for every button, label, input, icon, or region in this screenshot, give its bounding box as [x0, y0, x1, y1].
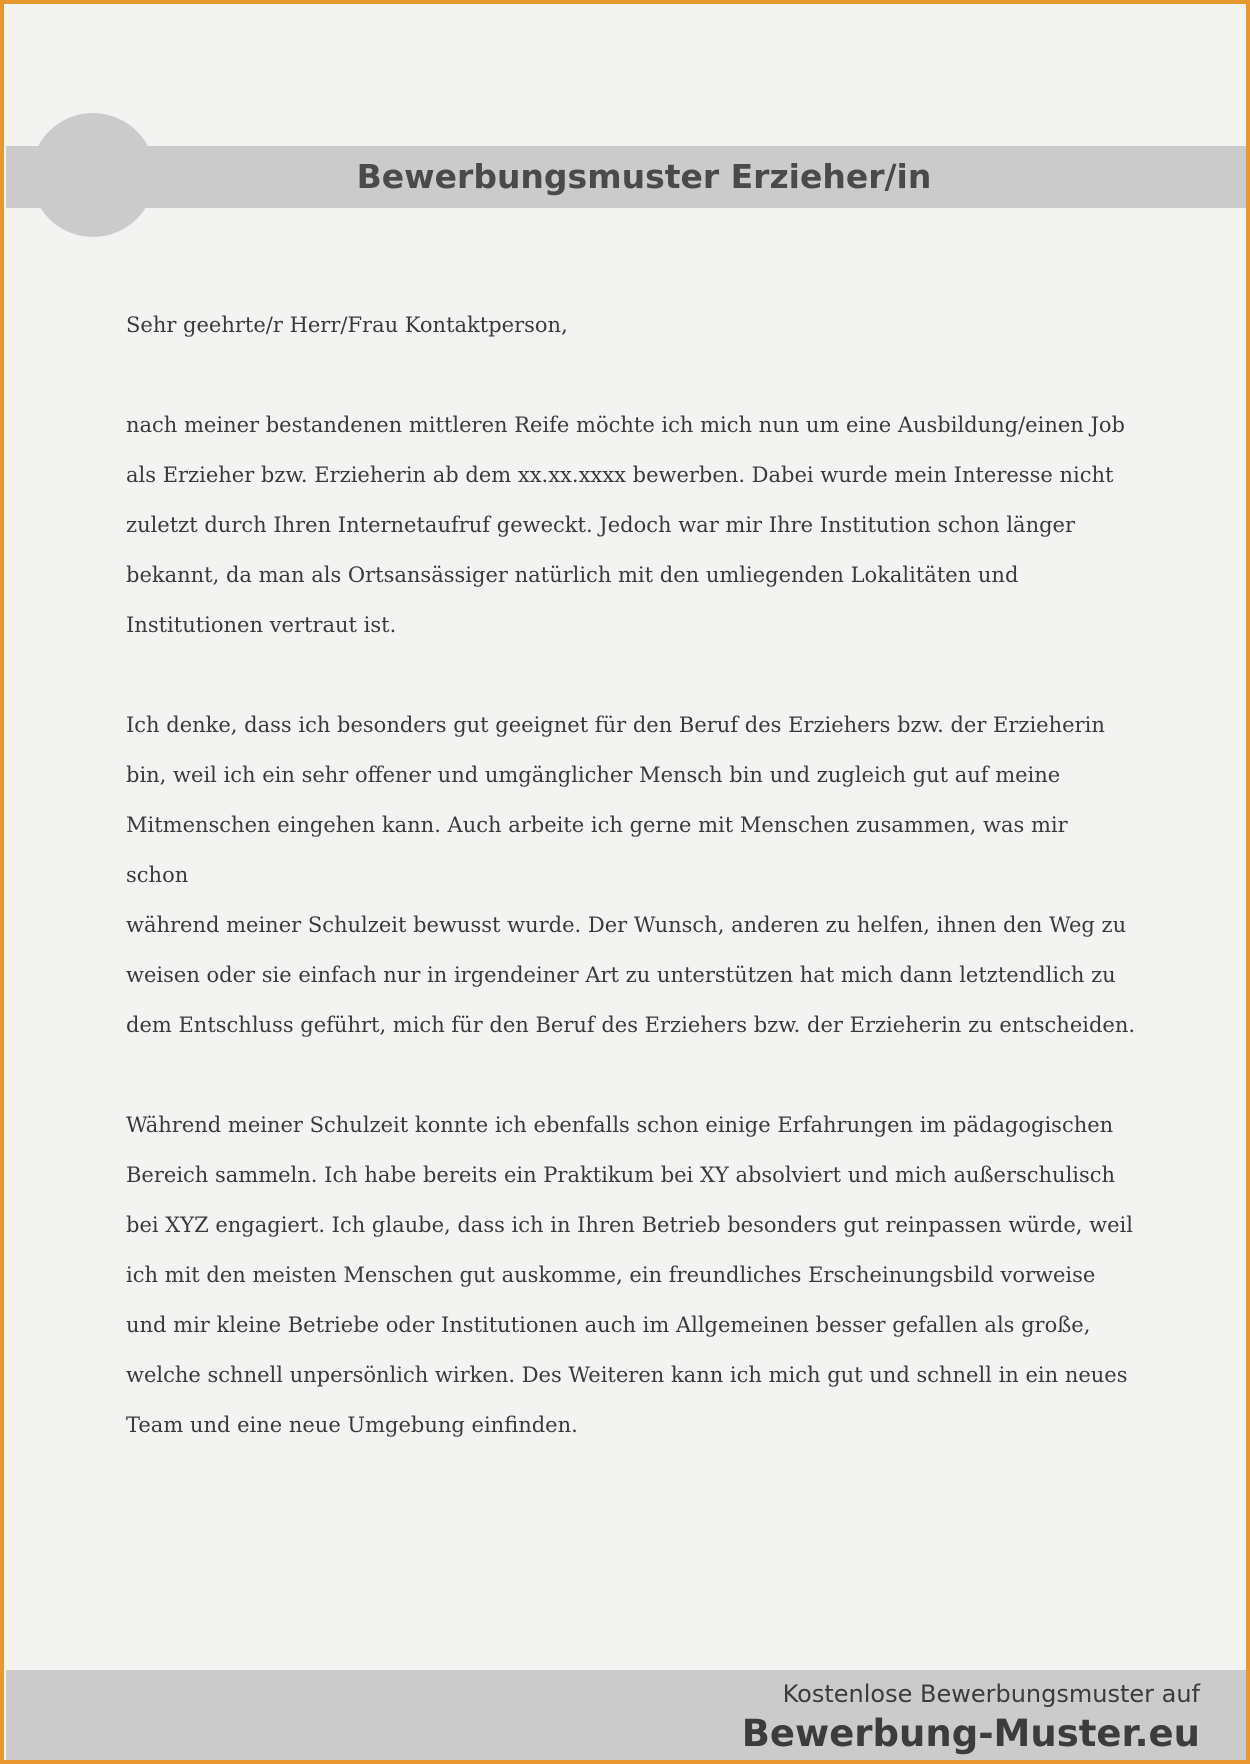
footer-website: Bewerbung-Muster.eu: [741, 1712, 1200, 1755]
letter-body: [126, 300, 1136, 1500]
footer-tagline: Kostenlose Bewerbungsmuster auf: [782, 1680, 1200, 1708]
paragraph-3: Während meiner Schulzeit konnte ich ebenfalls schon einige Erfahrungen im pädagogischen Bereich sammeln. Ich habe bereits ein Praktikum bei XY absolviert und mich außerschulisch bei XYZ engagiert. Ich glaube, dass ich in Ihren Betrieb besonders gut reinpassen würde, weil ich mit den meisten Menschen gut auskomme, ein freundliches Erscheinungsbild vorweise und mir kleine Betriebe oder Institutionen auch im Allgemeinen besser gefallen als große, welche schnell unpersönlich wirken. Des Weiteren kann ich mich gut und schnell in ein neues Team und eine neue Umgebung einfinden.: [126, 1113, 1133, 1437]
salutation: Sehr geehrte/r Herr/Frau Kontaktperson,: [126, 313, 568, 337]
document-title: Bewerbungsmuster Erzieher/in: [356, 157, 932, 196]
paragraph-1: nach meiner bestandenen mittleren Reife möchte ich mich nun um eine Ausbildung/einen Job als Erzieher bzw. Erzieherin ab dem xx.xx.xxxx bewerben. Dabei wurde mein Interesse nicht zuletzt durch Ihren Internetaufruf geweckt. Jedoch war mir Ihre Institution schon länger bekannt, da man als Ortsansässiger natürlich mit den umliegenden Lokalitäten und Institutionen vertraut ist.: [126, 413, 1125, 637]
title-circle-decoration: [31, 113, 155, 237]
paragraph-2: Ich denke, dass ich besonders gut geeignet für den Beruf des Erziehers bzw. der Erzieherin bin, weil ich ein sehr offener und umgänglicher Mensch bin und zugleich gut auf meine Mitmenschen eingehen kann. Auch arbeite ich gerne mit Menschen zusammen, was mir schon während meiner Schulzeit bewusst wurde. Der Wunsch, anderen zu helfen, ihnen den Weg zu weisen oder sie einfach nur in irgendeiner Art zu unterstützen hat mich dann letztendlich zu dem Entschluss geführt, mich für den Beruf des Erziehers bzw. der Erzieherin zu entscheiden.: [126, 713, 1136, 1037]
